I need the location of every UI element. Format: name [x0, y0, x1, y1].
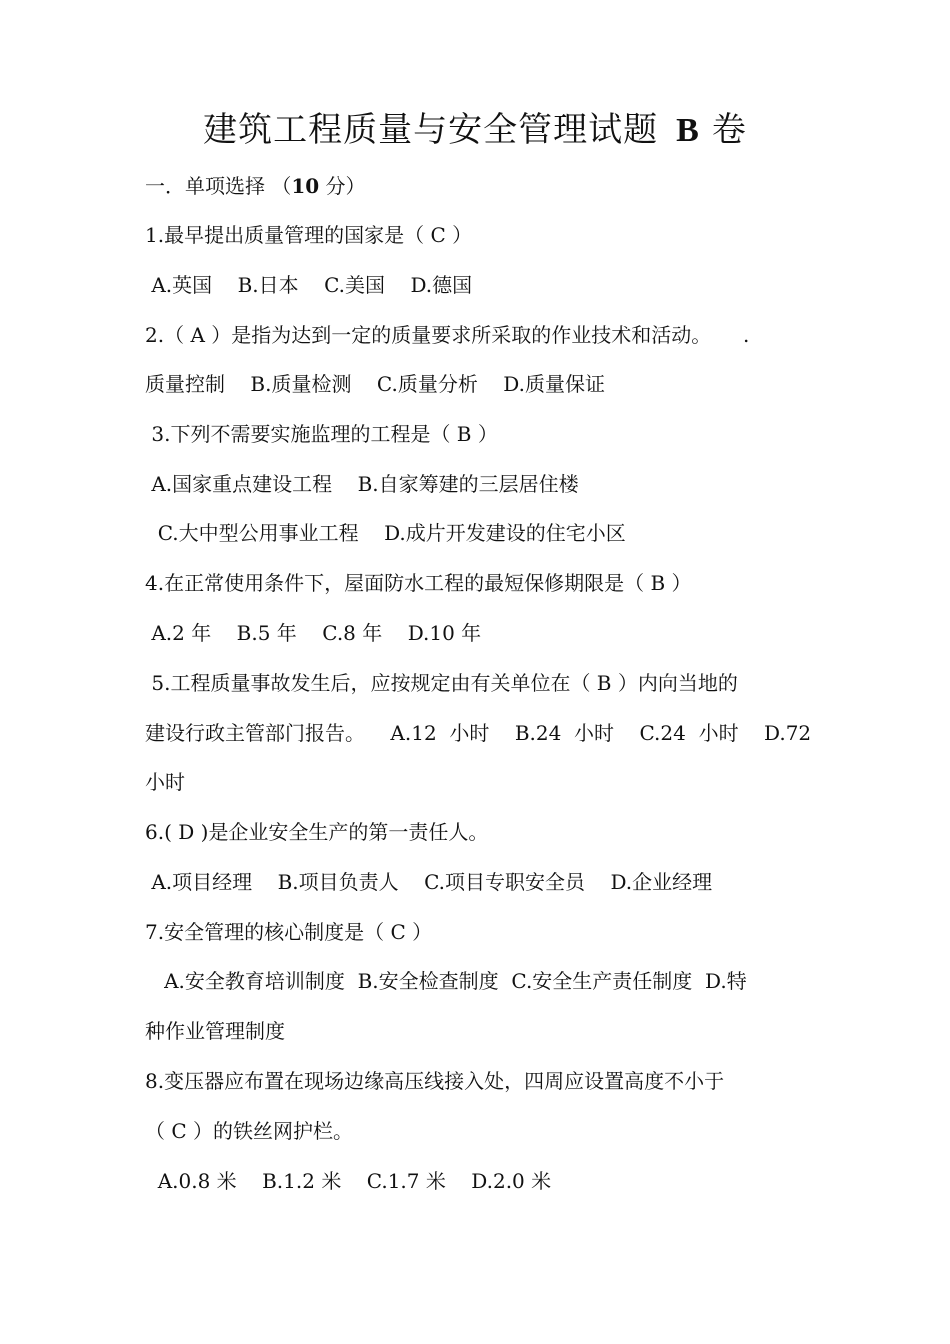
question-4: 4.在正常使用条件下，屋面防水工程的最短保修期限是（ B ）: [145, 571, 692, 595]
question-2-options: 质量控制 B.质量检测 C.质量分析 D.质量保证: [145, 372, 605, 396]
question-1: 1.最早提出质量管理的国家是（ C ）: [145, 223, 473, 247]
question-3-options-line-2: C.大中型公用事业工程 D.成片开发建设的住宅小区: [145, 521, 626, 545]
section-suffix: 分）: [319, 174, 366, 198]
question-8-line-2: （ C ）的铁丝网护栏。: [145, 1119, 354, 1143]
question-3-options-line-1: A.国家重点建设工程 B.自家筹建的三层居住楼: [145, 472, 579, 496]
title-main: 建筑工程质量与安全管理试题: [203, 110, 659, 150]
question-4-options: A.2 年 B.5 年 C.8 年 D.10 年: [145, 621, 482, 645]
section-points: 10: [291, 174, 320, 198]
question-7: 7.安全管理的核心制度是（ C ）: [145, 920, 433, 944]
question-8-options: A.0.8 米 B.1.2 米 C.1.7 米 D.2.0 米: [145, 1169, 552, 1193]
title-suffix: 卷: [711, 110, 747, 150]
question-7-options-line-1: A.安全教育培训制度 B.安全检查制度 C.安全生产责任制度 D.特: [145, 969, 747, 993]
question-2: 2.（ A ）是指为达到一定的质量要求所采取的作业技术和活动。 .: [145, 323, 750, 347]
section-heading: [145, 172, 366, 200]
question-6-options: A.项目经理 B.项目负责人 C.项目专职安全员 D.企业经理: [145, 870, 713, 894]
question-5-line-3: 小时: [145, 770, 185, 794]
section-prefix: 一．单项选择 （: [145, 174, 292, 198]
question-7-options-line-2: 种作业管理制度: [145, 1019, 285, 1043]
question-1-options: A.英国 B.日本 C.美国 D.德国: [145, 273, 473, 297]
question-3: 3.下列不需要实施监理的工程是（ B ）: [145, 422, 498, 446]
question-5-line-1: 5.工程质量事故发生后，应按规定由有关单位在（ B ）内向当地的: [145, 671, 738, 695]
document-title: [0, 102, 950, 151]
question-5-line-2: 建设行政主管部门报告。 A.12 小时 B.24 小时 C.24 小时 D.72: [145, 721, 812, 745]
question-6: 6.( D )是企业安全生产的第一责任人。: [145, 820, 489, 844]
title-b: B: [676, 112, 700, 149]
question-8-line-1: 8.变压器应布置在现场边缘高压线接入处，四周应设置高度不小于: [145, 1069, 725, 1093]
